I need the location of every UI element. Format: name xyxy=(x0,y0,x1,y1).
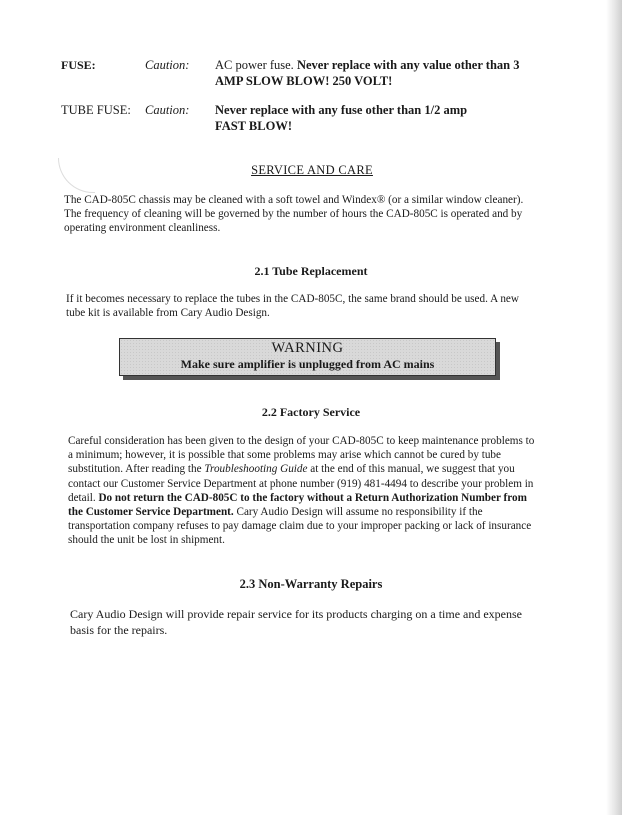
factory-service-heading: 2.2 Factory Service xyxy=(261,405,361,419)
tube-fuse-line-2: FAST BLOW! xyxy=(215,119,292,133)
tube-fuse-line-1: Never replace with any fuse other than 1/2 amp xyxy=(215,103,468,117)
service-line-1: The CAD-805C chassis may be cleaned with a soft towel and Windex® (or a similar window cleaner). xyxy=(64,194,524,206)
tube-replacement-line-1: If it becomes necessary to replace the tubes in the CAD-805C, the same brand should be used. A new xyxy=(66,293,519,305)
factory-line-5-bold: Do not return the CAD-805C to the factory without a Return Authorization Number from xyxy=(98,491,527,504)
factory-line-2: a minimum; however, it is possible that some problems may arise which cannot be cured by tube xyxy=(68,449,501,462)
warning-text: Make sure amplifier is unplugged from AC mains xyxy=(180,357,435,371)
tube-replacement-paragraph xyxy=(66,292,519,320)
service-and-care-paragraph xyxy=(64,193,523,236)
fuse-description xyxy=(215,57,520,89)
factory-line-5 xyxy=(68,491,534,505)
tube-fuse-description xyxy=(215,102,467,134)
tube-replacement-heading: 2.1 Tube Replacement xyxy=(254,264,368,278)
factory-line-4: contact our Customer Service Department at phone number (919) 481-4494 to describe your problem in xyxy=(68,477,534,490)
factory-line-5-a: detail. xyxy=(68,491,99,504)
fuse-line-1-normal: AC power fuse. xyxy=(215,58,297,72)
factory-line-8: should the unit be lost in shipment. xyxy=(68,534,225,547)
fuse-line-1-bold: Never replace with any value other than 3 xyxy=(296,58,520,72)
service-and-care-heading xyxy=(0,163,622,178)
factory-line-1: Careful consideration has been given to the design of your CAD-805C to keep maintenance problems to xyxy=(68,435,535,447)
fuse-line-2: AMP SLOW BLOW! 250 VOLT! xyxy=(215,74,393,88)
tube-fuse-caution: Caution: xyxy=(145,103,190,117)
warning-box xyxy=(119,338,496,376)
service-line-3: operating environment cleanliness. xyxy=(64,222,221,235)
factory-line-3 xyxy=(68,462,534,476)
service-line-2: The frequency of cleaning will be governed by the number of hours the CAD-805C is operated and by xyxy=(64,208,523,221)
factory-line-6-b: Cary Audio Design will assume no responsibility if the xyxy=(233,506,483,519)
troubleshooting-guide-reference: Troubleshooting Guide xyxy=(204,463,308,476)
non-warranty-paragraph xyxy=(70,606,522,638)
non-warranty-line-1: Cary Audio Design will provide repair service for its products charging on a time and expense xyxy=(70,607,522,621)
factory-service-paragraph xyxy=(68,434,534,548)
factory-line-7: transportation company refuses to pay damage claim due to your improper packing or lack of insurance xyxy=(68,520,532,533)
tube-replacement-line-2: tube kit is available from Cary Audio Design. xyxy=(66,307,270,320)
non-warranty-line-2: basis for the repairs. xyxy=(70,623,168,637)
fuse-row xyxy=(61,57,561,91)
tube-fuse-row xyxy=(61,102,561,136)
non-warranty-heading: 2.3 Non-Warranty Repairs xyxy=(239,577,383,591)
factory-line-3-b: at the end of this manual, we suggest that you xyxy=(307,463,515,476)
warning-title: WARNING xyxy=(271,340,344,356)
factory-line-6-bold: the Customer Service Department. xyxy=(68,506,234,519)
factory-line-6 xyxy=(68,505,534,519)
fuse-line-1 xyxy=(215,57,520,73)
fuse-caution: Caution: xyxy=(145,58,190,72)
service-and-care-heading-text: SERVICE AND CARE xyxy=(251,163,373,177)
fuse-label: FUSE: xyxy=(61,58,96,72)
factory-line-3-a: substitution. After reading the xyxy=(68,463,205,476)
tube-fuse-label: TUBE FUSE: xyxy=(61,103,131,117)
